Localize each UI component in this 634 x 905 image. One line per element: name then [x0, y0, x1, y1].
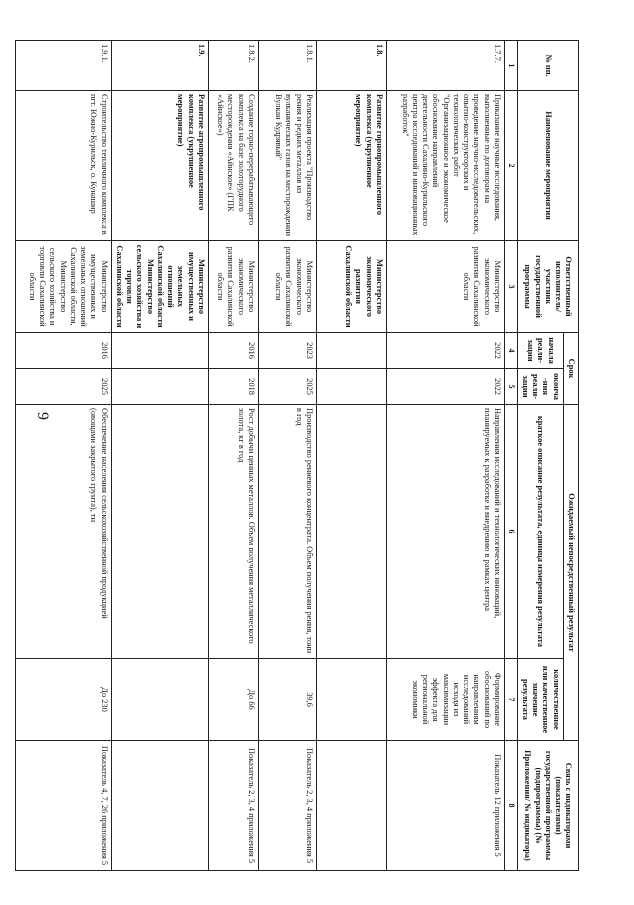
header-responsible: Ответственный исполнитель/участник государственной программы: [517, 241, 578, 333]
row-start: [111, 333, 208, 369]
header-term: Срок: [563, 333, 578, 405]
page-number: 9: [34, 412, 51, 420]
row-num: 1.8.2.: [209, 41, 259, 91]
row-start: 2016: [209, 333, 259, 369]
row-name: Развитие горнопромышленного комплекса (укрупненное мероприятие): [317, 91, 387, 241]
row-responsible: Министерство экономического развития Сахалинской области: [387, 241, 505, 333]
col-index: 8: [505, 741, 518, 871]
row-num: 1.9.1.: [15, 41, 111, 91]
header-link: Связь с индикаторами (показателями) государственной программы (подпрограммы) (№ Приложения/ № индикатора): [517, 741, 578, 871]
row-desc: Направления исследований и технологических инноваций, планируемых к разработке и внедрению в рамках центра: [387, 405, 505, 659]
col-index: 7: [505, 659, 518, 741]
row-name: Строительство тепличного комплекса в пгт. Южно-Курильск, о. Кунашир: [15, 91, 111, 241]
row-num: 1.8.: [317, 41, 387, 91]
row-quant: [317, 659, 387, 741]
header-num: № пп.: [517, 41, 578, 91]
header-quant: количественное или качественное значение результата: [517, 659, 563, 741]
row-link: Показатель 4, 7, 26 приложения 5: [15, 741, 111, 871]
table-row: [259, 41, 317, 871]
header-expected: Ожидаемый непосредственный результат: [563, 405, 578, 741]
row-link: [111, 741, 208, 871]
row-end: 2018: [209, 369, 259, 405]
row-quant: Формирование обоснований по направлениям исследований исходя из максимизации эффекта для региональной экономики: [387, 659, 505, 741]
measures-table: [15, 40, 579, 871]
row-quant: [111, 659, 208, 741]
row-link: Показатель 2, 3, 4 приложения 5: [209, 741, 259, 871]
row-name: Реализация проекта "Производство рения и редких металлов из вулканических газов на месторождении Вулкан Кудрявый": [259, 91, 317, 241]
table-row: [317, 41, 387, 871]
col-index: 6: [505, 405, 518, 659]
row-desc: Рост добычи ценных металлов. Объем получения металлического золота, кг в год: [209, 405, 259, 659]
row-desc: Производство рениевого концентрата. Объем получения рения, тонн в год: [259, 405, 317, 659]
header-name: Наименование мероприятия: [517, 91, 578, 241]
row-end: [317, 369, 387, 405]
row-desc: Обеспечение населения сельскохозяйственной продукцией (овощами закрытого грунта), тн: [15, 405, 111, 659]
col-index: 2: [505, 91, 518, 241]
table-row: [15, 41, 111, 871]
row-link: Показатель 12 приложения 5: [387, 741, 505, 871]
row-num: 1.9.: [111, 41, 208, 91]
row-quant: 39,6: [259, 659, 317, 741]
col-index: 3: [505, 241, 518, 333]
row-responsible: Министерство имущественных и земельных отношений Сахалинской области Министерство сельского хозяйства и торговли Сахалинской области: [111, 241, 208, 333]
header-end: оконча-ния реали-зации: [517, 369, 563, 405]
row-responsible: Министерство экономического развития Сахалинской области: [209, 241, 259, 333]
row-desc: [317, 405, 387, 659]
table-row: [111, 41, 208, 871]
row-start: 2022: [387, 333, 505, 369]
row-start: 2023: [259, 333, 317, 369]
row-link: Показатель 2, 3, 4 приложения 5: [259, 741, 317, 871]
row-end: 2025: [15, 369, 111, 405]
row-end: [111, 369, 208, 405]
row-start: 2016: [15, 333, 111, 369]
table-body: [15, 41, 504, 871]
table-row: [387, 41, 505, 871]
row-responsible: Министерство экономического развития Сахалинской области: [317, 241, 387, 333]
row-link: [317, 741, 387, 871]
row-start: [317, 333, 387, 369]
table-row: [209, 41, 259, 871]
col-index: 5: [505, 369, 518, 405]
row-name: Приказание научные исследования, выполненные по договорам на проведение научно-исследовательских, опытно-конструкторских и технологических работ "Организационное и экономическое обоснование направлений деятельности Сахалино-Курильского центра исследований и инновационных разработок": [387, 91, 505, 241]
row-responsible: Министерство экономического развития Сахалинской области: [259, 241, 317, 333]
row-responsible: Министерство имущественных и земельных отношений Сахалинской области, Министерство сельского хозяйства и торговли Сахалинской области: [15, 241, 111, 333]
row-end: 2022: [387, 369, 505, 405]
row-desc: [111, 405, 208, 659]
header-short-desc: краткое описание результата, единица измерения результата: [517, 405, 563, 659]
column-index-row: [505, 41, 518, 871]
row-num: 1.7.7.: [387, 41, 505, 91]
row-name: Создание горно-перерабатывающего комплекса на базе золоторудного месторождения «Айнское» (ГПК «Айнское»): [209, 91, 259, 241]
row-name: Развитие агропромышленного комплекса (укрупненное мероприятие): [111, 91, 208, 241]
col-index: 4: [505, 333, 518, 369]
col-index: 1: [505, 41, 518, 91]
row-num: 1.8.1.: [259, 41, 317, 91]
header-start: начала реали-зации: [517, 333, 563, 369]
row-quant: До 230: [15, 659, 111, 741]
row-quant: До 66: [209, 659, 259, 741]
row-end: 2025: [259, 369, 317, 405]
